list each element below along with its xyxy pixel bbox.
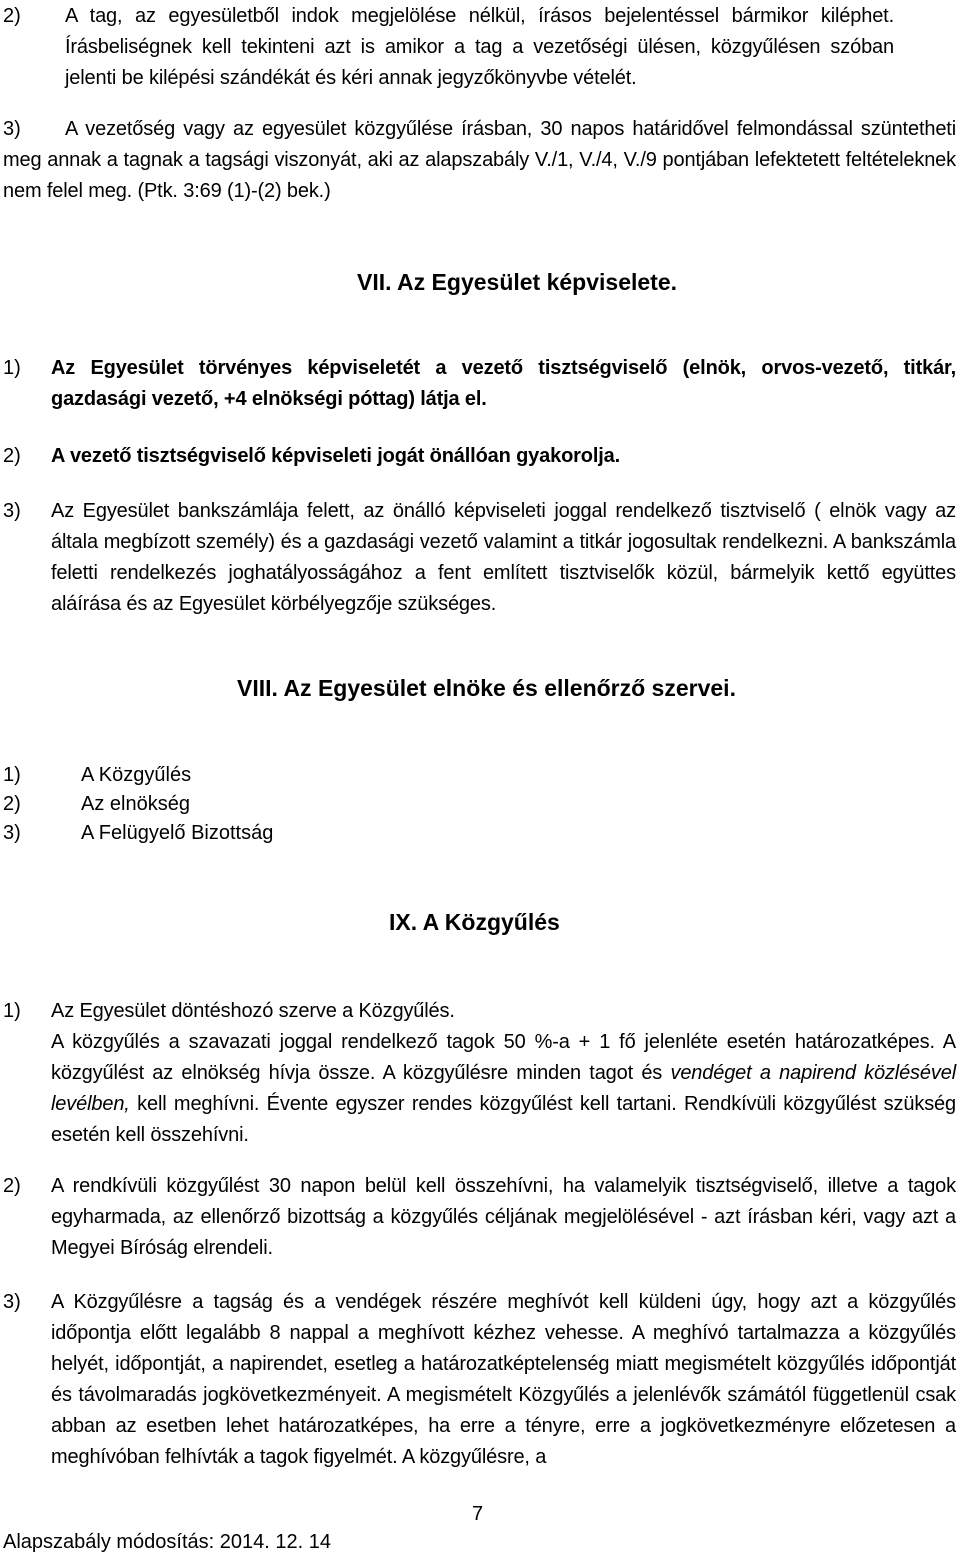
item-number: 2)	[3, 1175, 21, 1197]
item-text: A tag, az egyesületből indok megjelölése nélkül, írásos bejelentéssel bármikor kiléphet. Írásbeliségnek kell tekinteni azt is amikor a tag a vezetőségi ülésen, közgyűlésen szóban jelenti be kilépési szándékát és kéri annak jegyzőkönyvbe vételét.	[65, 5, 894, 89]
section6-item-2	[3, 1, 956, 94]
item-number: 1)	[3, 357, 21, 379]
item-number: 1)	[3, 1000, 21, 1022]
item-number: 3)	[3, 1291, 21, 1313]
section6-item-3	[3, 114, 956, 207]
item-text: A vezető tisztségviselő képviseleti jogát önállóan gyakorolja.	[51, 445, 621, 467]
item-number: 3)	[3, 500, 21, 522]
item-text-first-line: Az Egyesület döntéshozó szerve a Közgyűlés.	[51, 1000, 455, 1022]
section9-item-1	[3, 996, 956, 1151]
item-text: A rendkívüli közgyűlést 30 napon belül kell összehívni, ha valamelyik tisztségviselő, illetve a tagok egyharmada, az ellenőrző bizottság a közgyűlés céljának megjelölésével - azt írásban kéri, vagy azt a Megyei Bíróság elrendeli.	[51, 1175, 956, 1259]
item-text	[51, 996, 956, 1151]
item-number: 2)	[3, 793, 21, 815]
item-text: Az Egyesület törvényes képviseletét a vezető tisztségviselő (elnök, orvos-vezető, titkár, gazdasági vezető, +4 elnökségi póttag) látja el.	[51, 357, 956, 410]
section9-item-3	[3, 1287, 956, 1473]
item-text-italic: vendéget a napirend közlésével levélben,	[51, 1062, 956, 1115]
item-text: A Felügyelő Bizottság	[81, 822, 274, 844]
item-number: 2)	[3, 5, 21, 27]
section-heading-viii: VIII. Az Egyesület elnöke és ellenőrző szervei.	[237, 675, 736, 701]
section7-item-3	[3, 496, 956, 620]
item-number: 3)	[3, 118, 21, 140]
section7-item-2	[3, 441, 956, 472]
item-text-body: A közgyűlés a szavazati joggal rendelkező tagok 50 %-a + 1 fő jelenléte esetén határozatképes. A közgyűlést az elnökség hívja össze. A közgyűlésre minden tagot és	[51, 1031, 956, 1084]
item-text: A Közgyűlés	[81, 764, 192, 786]
item-number: 3)	[3, 822, 21, 844]
section9-item-2	[3, 1171, 956, 1264]
item-number: 1)	[3, 764, 21, 786]
item-number: 2)	[3, 445, 21, 467]
item-text: A Közgyűlésre a tagság és a vendégek részére meghívót kell küldeni úgy, hogy azt a közgyűlés időpontja előtt legalább 8 nappal a meghívott kézhez vehesse. A meghívó tartalmazza a közgyűlés helyét, időpontját, a napirendet, esetleg a határozatképtelenség miatt megismételt közgyűlés időpontját és távolmaradás jogkövetkezményeit. A megismételt Közgyűlés a jelenlévők számától függetlenül csak abban az esetben lehet határozatképes, ha erre a tényre, erre a jogkövetkezményre előzetesen a meghívóban felhívták a tagok figyelmét. A közgyűlésre, a	[51, 1291, 956, 1468]
section-heading-vii: VII. Az Egyesület képviselete.	[357, 269, 678, 295]
section7-item-1	[3, 353, 956, 415]
item-text-tail: kell meghívni. Évente egyszer rendes közgyűlést kell tartani. Rendkívüli közgyűlést szükség esetén kell összehívni.	[51, 1093, 956, 1146]
item-text: Az elnökség	[81, 793, 190, 815]
item-text: A vezetőség vagy az egyesület közgyűlése írásban, 30 napos határidővel felmondással szüntetheti meg annak a tagnak a tagsági viszonyát, aki az alapszabály V./1, V./4, V./9 pontjában lefektetett feltételeknek nem felel meg. (Ptk. 3:69 (1)-(2) bek.)	[3, 118, 956, 202]
section-heading-ix: IX. A Közgyűlés	[389, 909, 560, 935]
footer-text: Alapszabály módosítás: 2014. 12. 14	[3, 1531, 331, 1553]
item-text: Az Egyesület bankszámlája felett, az önálló képviseleti joggal rendelkező tisztviselő ( elnök vagy az általa megbízott személy) és a gazdasági vezető valamint a titkár jogosultak rendelkezni. A bankszámla feletti rendelkezés joghatályosságához a fent említett tisztviselők közül, bármelyik kettő együttes aláírása és az Egyesület körbélyegzője szükséges.	[51, 500, 956, 615]
page-number: 7	[472, 1503, 484, 1525]
